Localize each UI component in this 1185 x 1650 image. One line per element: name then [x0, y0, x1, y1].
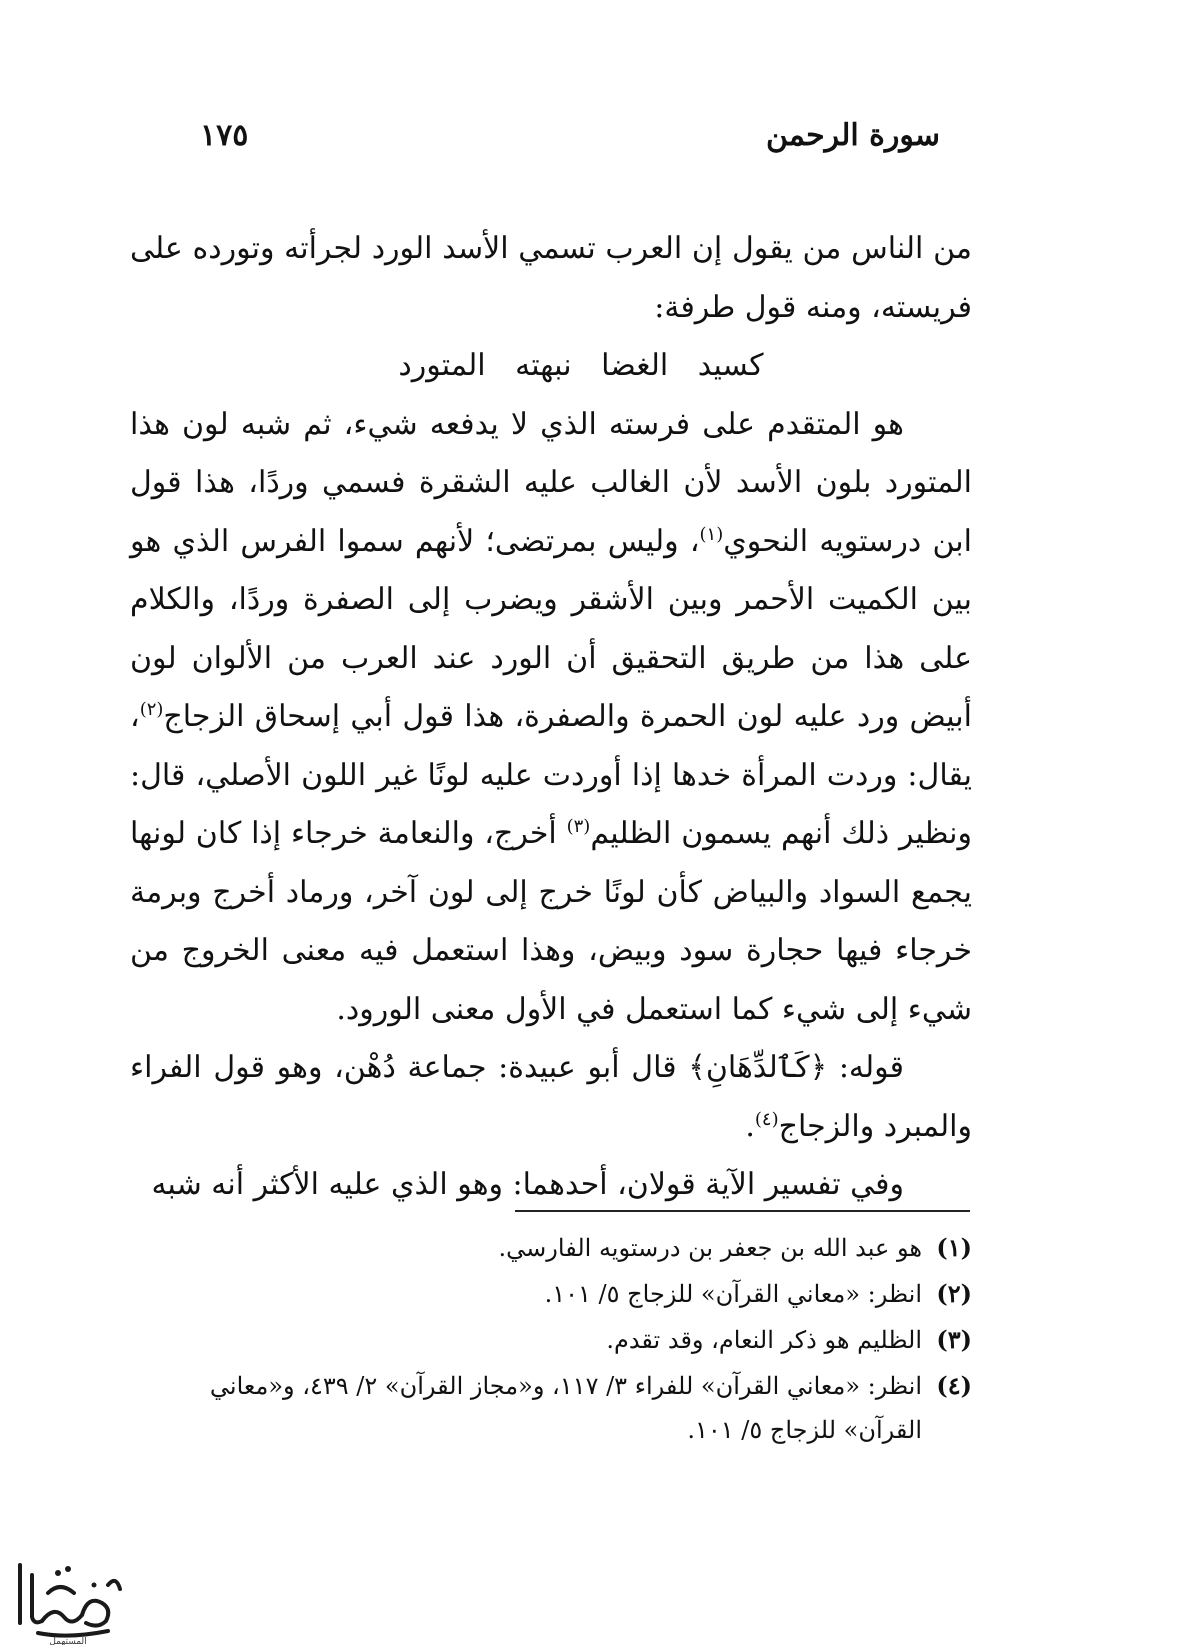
footnote-item	[130, 1226, 972, 1270]
paragraph-3-text-a: قوله: ﴿كَٱلدِّهَانِ﴾ قال أبو عبيدة: جماعة دُهْن، وهو قول الفراء والمبرد والزجاج	[130, 1050, 972, 1144]
footnote-item	[130, 1318, 972, 1362]
paragraph-1: من الناس من يقول إن العرب تسمي الأسد الورد لجرأته وتورده على فريسته، ومنه قول طرفة:	[130, 231, 972, 325]
paragraph-3	[130, 1039, 972, 1156]
footnote-number: (٢)	[936, 1279, 972, 1308]
paragraph-2	[130, 396, 972, 1040]
footnote-item	[130, 1272, 972, 1316]
running-head	[200, 118, 940, 168]
page-number: ١٧٥	[200, 118, 249, 153]
footnote-ref-1: (١)	[699, 523, 724, 545]
paragraph-2-text-a: هو المتقدم على فرسته الذي لا يدفعه شيء، ثم شبه لون هذا المتورد بلون الأسد لأن الغالب عليه الشقرة فسمي وردًا، هذا قول ابن درستويه النحوي	[130, 406, 972, 559]
footnote-text: هو عبد الله بن جعفر بن درستويه الفارسي.	[498, 1234, 922, 1262]
main-text	[130, 220, 972, 1215]
footnote-divider	[515, 1210, 970, 1212]
poetry-verse: كسيد الغضا نبهته المتورد	[398, 348, 764, 383]
paragraph-4: وفي تفسير الآية قولان، أحدهما: وهو الذي عليه الأكثر أنه شبه	[151, 1167, 904, 1202]
footnote-number: (٤)	[936, 1371, 972, 1400]
footnote-number: (٣)	[936, 1325, 972, 1354]
calligraphy-logo-icon	[8, 1545, 128, 1645]
footnote-text: انظر: «معاني القرآن» للزجاج ٥/ ١٠١.	[544, 1280, 922, 1308]
footnote-item	[130, 1364, 972, 1452]
footnote-number: (١)	[936, 1233, 972, 1262]
footnote-ref-2: (٢)	[139, 699, 164, 720]
footnote-text: انظر: «معاني القرآن» للفراء ٣/ ١١٧، و«مجاز القرآن» ٢/ ٤٣٩، و«معاني القرآن» للزجاج ٥/ ١٠١.	[209, 1372, 922, 1444]
paragraph-2-text-c: ، يقال: وردت المرأة خدها إذا أوردت عليه لونًا غير اللون الأصلي، قال: ونظير ذلك أنهم يسمون الظليم	[130, 699, 972, 851]
footnote-ref-3: (٣)	[566, 816, 591, 837]
watermark-text: المستهمل	[49, 1637, 87, 1645]
footnote-ref-4: (٤)	[754, 1108, 779, 1130]
footnote-text: الظليم هو ذكر النعام، وقد تقدم.	[606, 1326, 922, 1354]
paragraph-2-text-d: أخرج، والنعامة خرجاء إذا كان لونها يجمع السواد والبياض كأن لونًا خرج إلى لون آخر، ورماد أخرج وبرمة خرجاء فيها حجارة سود وبيض، وهذا استعمل فيه معنى الخروج من شيء إلى شيء كما استعمل في الأول معنى الورود.	[130, 816, 972, 1027]
paragraph-2-text-b: ، وليس بمرتضى؛ لأنهم سموا الفرس الذي هو بين الكميت الأحمر وبين الأشقر ويضرب إلى الصفرة وردًا، والكلام على هذا من طريق التحقيق أن الورد عند العرب من الألوان لون أبيض ورد عليه لون الحمرة والصفرة، هذا قول أبي إسحاق الزجاج	[130, 523, 972, 734]
paragraph-3-text-b: .	[745, 1108, 755, 1144]
surah-title: سورة الرحمن	[765, 118, 940, 153]
footnotes	[130, 1226, 972, 1454]
